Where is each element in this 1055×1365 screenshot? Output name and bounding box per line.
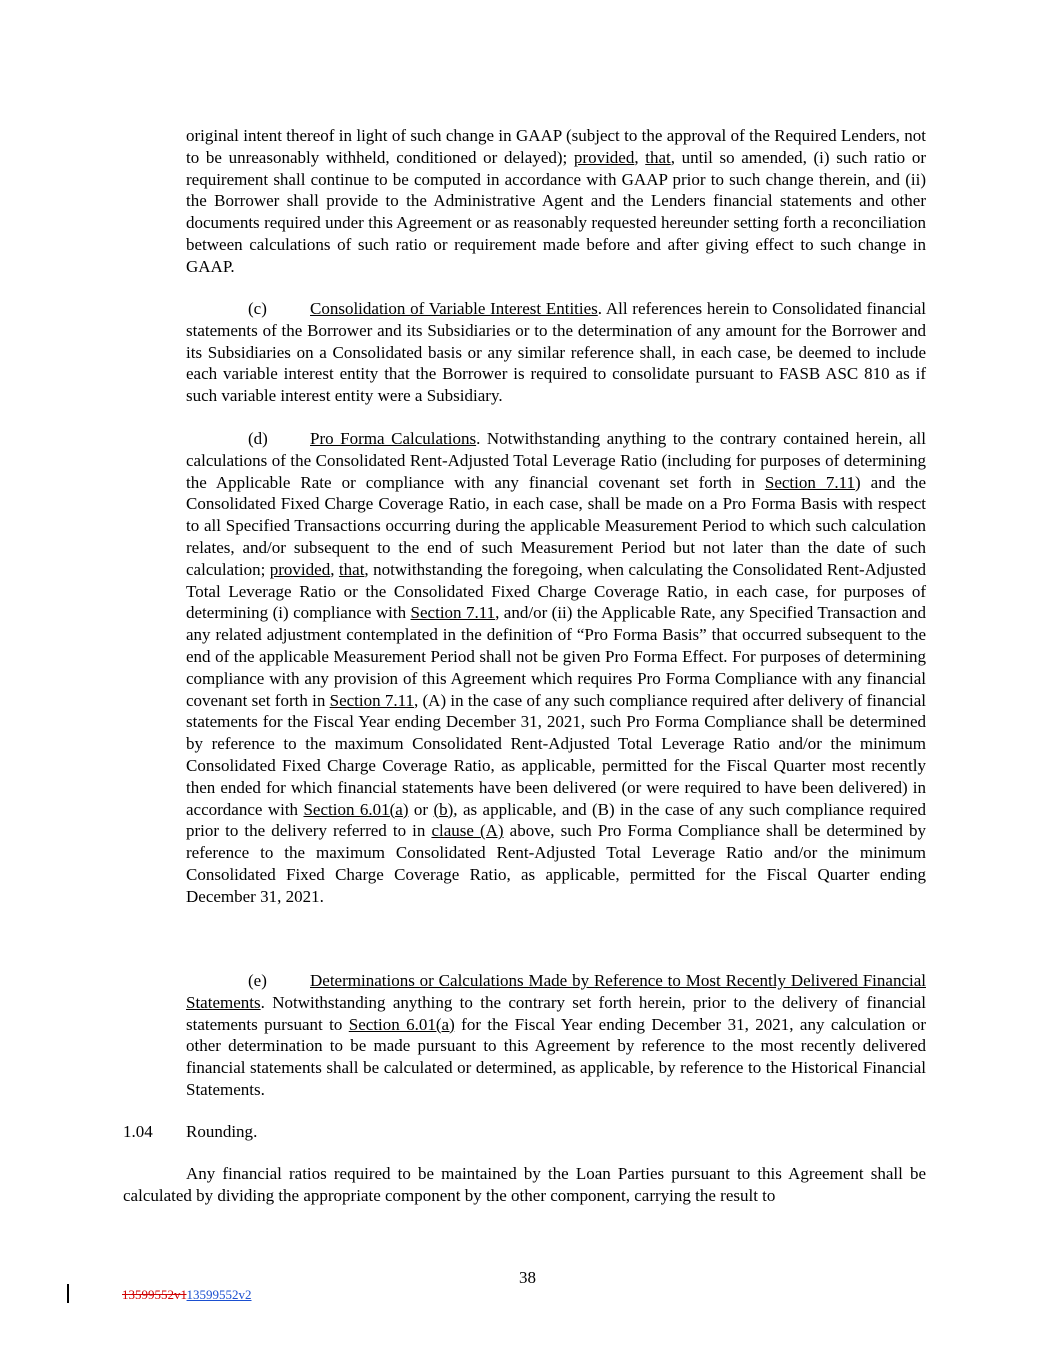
document-id-inserted: 13599552v2 [186,1287,252,1302]
text-run: , [634,147,646,167]
text-run: Any financial ratios required to be maintained by the Loan Parties pursuant to this Agreement shall be calculated by dividing the appropriate component by the other component, carrying the result to [123,1164,926,1205]
subsection-heading: Pro Forma Calculations [310,429,477,448]
subsection-heading: Consolidation of Variable Interest Entities [310,299,598,318]
text-run: . Notwithstanding anything to the contrary contained herein, all calculations of the Consolidated Rent-Adjusted Total Leverage Ratio (including for purposes of determining the Applicable Rate or compliance with any financial covenant set forth in [186,429,927,492]
subsection-heading: Determinations or Calculations Made by Reference to Most Recently Delivered Financial Statements [186,971,926,1012]
underlined-term: provided [269,559,331,579]
text-run: original intent thereof in light of such change in GAAP (subject to the approval of the Required Lenders, not to be unreasonably withheld, conditioned or delayed); [186,126,926,167]
section-heading [186,1121,257,1143]
text-run: , (A) in the case of any such compliance required after delivery of financial statements for the Fiscal Year ending December 31, 2021, such Pro Forma Compliance shall be determined by reference to the maximum Consolidated Rent-Adjusted Total Leverage Ratio and/or the minimum Consolidated Fixed Charge Coverage Ratio, as applicable, permitted for the Fiscal Quarter most recently then ended for which financial statements have been delivered (or were required to have been delivered) in accordance with [186,690,926,819]
text-run: above, such Pro Forma Compliance shall be determined by reference to the maximum Consolidated Rent-Adjusted Total Leverage Ratio and/or the minimum Consolidated Fixed Charge Coverage Ratio, as applicable, permitted for the Fiscal Quarter ending December 31, 2021. [186,821,926,906]
paragraph-d [186,428,926,908]
section-reference: Section 7.11 [329,690,414,710]
paragraph-gaap-continuation [186,125,926,278]
text-run: , [330,559,339,579]
subsection-label: (d) [248,429,268,448]
text-run: or [408,799,434,819]
section-reference: Section 7.11 [410,603,496,623]
change-bar [67,1284,69,1303]
paragraph-e [186,970,926,1101]
text-run: . Notwithstanding anything to the contrary set forth herein, prior to the delivery of financial statements pursuant to [186,992,926,1034]
underlined-term: provided [573,147,635,167]
text-run: for the Fiscal Year ending December 31, 2021, any calculation or other determination to be made pursuant to this Agreement by reference to the most recently delivered financial statements shall be calculated or determined, as applicable, by reference to the Historical Financial Statements. [186,1014,926,1099]
section-number: 1.04 [123,1122,153,1141]
text-run: , notwithstanding the foregoing, when calculating the Consolidated Rent-Adjusted Total Leverage Ratio or the Consolidated Fixed Charge Coverage Ratio, in each case, for purposes of determining (i) compliance with [186,559,927,623]
section-heading-text: Rounding [186,1122,254,1141]
section-reference: Section 7.11 [764,472,856,492]
text-run: , as applicable, and (B) in the case of any such compliance required prior to the delivery referred to in [186,799,926,841]
document-id [122,1287,252,1303]
section-heading-suffix: . [253,1122,258,1141]
section-reference: Section 6.01(a) [348,1014,455,1034]
paragraph-c [186,298,926,407]
subsection-label: (c) [248,299,267,318]
subsection-label: (e) [248,971,267,990]
underlined-term: that [338,559,365,579]
section-reference: Section 6.01(a) [303,799,409,819]
page-number: 38 [519,1268,536,1287]
text-run: , and/or (ii) the Applicable Rate, any Specified Transaction and any related adjustment contemplated in the definition of “Pro Forma Basis” that occurred subsequent to the end of the applicable Measurement Period shall not be given Pro Forma Effect. For purposes of determining compliance with any provision of this Agreement which requires Pro Forma Compliance with any financial covenant set forth in [186,603,926,710]
text-run: . All references herein to Consolidated financial statements of the Borrower and its Subsidiaries or to the determination of any amount for the Borrower and its Subsidiaries on a Consolidated basis or any similar reference shall, in each case, be deemed to include each variable interest entity that the Borrower is required to consolidate pursuant to FASB ASC 810 as if such variable interest entity were a Subsidiary. [186,299,926,406]
clause-reference: clause (A) [431,821,504,841]
text-run: , until so amended, (i) such ratio or requirement shall continue to be computed in accordance with GAAP prior to such change therein, and (ii) the Borrower shall provide to the Administrative Agent and the Lenders financial statements and other documents required under this Agreement or as reasonably requested hereunder setting forth a reconciliation between calculations of such ratio or requirement made before and after giving effect to such change in GAAP. [186,147,927,276]
paragraph-rounding [123,1163,926,1207]
section-reference: (b) [433,799,454,819]
text-run: ) and the Consolidated Fixed Charge Coverage Ratio, in each case, shall be made on a Pro Forma Basis with respect to all Specified Transactions occurring during the applicable Measurement Period to which such calculation relates, and/or subsequent to the end of such Measurement Period but not later than the date of such calculation; [186,472,926,579]
underlined-term: that [645,147,671,167]
document-id-deleted: 13599552v1 [122,1287,187,1302]
